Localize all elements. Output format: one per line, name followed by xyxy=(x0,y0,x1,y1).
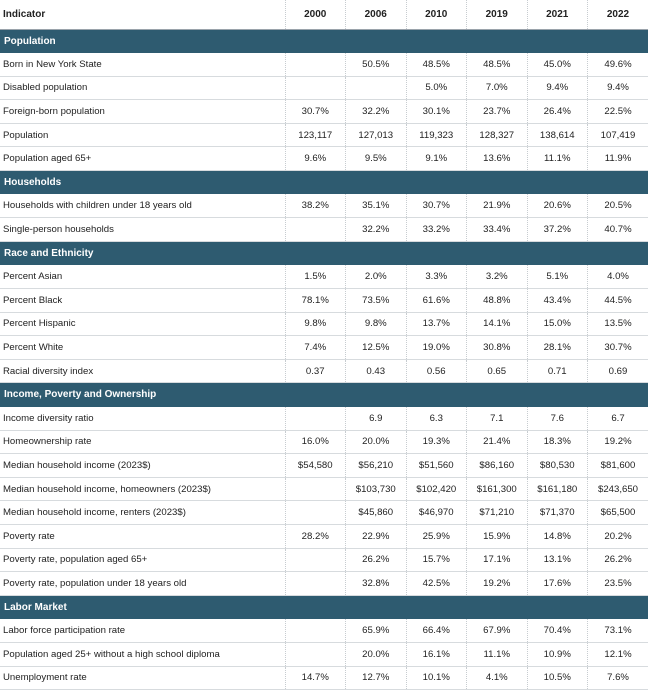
row-label: Poverty rate, population under 18 years old xyxy=(0,572,285,596)
table-cell: 12.7% xyxy=(346,666,407,690)
table-cell: 7.4% xyxy=(285,336,346,360)
table-row xyxy=(0,666,648,690)
table-row xyxy=(0,524,648,548)
table-cell: 19.2% xyxy=(588,430,648,454)
table-cell: 32.2% xyxy=(346,218,407,242)
table-cell: 30.7% xyxy=(285,100,346,124)
table-cell: 7.0% xyxy=(467,76,528,100)
table-cell: 0.37 xyxy=(285,359,346,383)
table-cell: 30.1% xyxy=(406,100,467,124)
row-label: Percent White xyxy=(0,336,285,360)
table-cell: $45,860 xyxy=(346,501,407,525)
table-cell: 13.5% xyxy=(588,312,648,336)
table-cell: 4.1% xyxy=(467,666,528,690)
table-row xyxy=(0,265,648,289)
table-cell: 13.1% xyxy=(527,548,588,572)
table-cell: 26.4% xyxy=(527,100,588,124)
row-label: Unemployment rate xyxy=(0,666,285,690)
table-cell: 28.2% xyxy=(285,524,346,548)
table-cell: 9.8% xyxy=(285,312,346,336)
table-cell: 48.5% xyxy=(406,53,467,77)
table-cell: 6.3 xyxy=(406,407,467,431)
row-label: Percent Asian xyxy=(0,265,285,289)
row-label: Homeownership rate xyxy=(0,430,285,454)
table-cell: 19.0% xyxy=(406,336,467,360)
table-cell: 128,327 xyxy=(467,123,528,147)
table-cell: 65.9% xyxy=(346,619,407,643)
table-row xyxy=(0,289,648,313)
section-title: Population xyxy=(0,29,648,53)
table-cell: 78.1% xyxy=(285,289,346,313)
table-cell: 67.9% xyxy=(467,619,528,643)
table-cell: 119,323 xyxy=(406,123,467,147)
table-cell xyxy=(285,642,346,666)
table-cell: 9.1% xyxy=(406,147,467,171)
table-cell: 11.1% xyxy=(467,642,528,666)
column-header-year[interactable]: 2006 xyxy=(346,0,407,29)
table-cell xyxy=(285,501,346,525)
row-label: Income diversity ratio xyxy=(0,407,285,431)
table-cell: 23.5% xyxy=(588,572,648,596)
row-label: Population aged 65+ xyxy=(0,147,285,171)
table-cell: 32.8% xyxy=(346,572,407,596)
table-cell: 5.1% xyxy=(527,265,588,289)
table-cell: 20.2% xyxy=(588,524,648,548)
table-cell: 13.6% xyxy=(467,147,528,171)
table-row xyxy=(0,336,648,360)
table-cell: 1.5% xyxy=(285,265,346,289)
row-label: Households with children under 18 years old xyxy=(0,194,285,218)
table-cell: 11.9% xyxy=(588,147,648,171)
table-cell: 23.7% xyxy=(467,100,528,124)
column-header-year[interactable]: 2019 xyxy=(467,0,528,29)
table-row xyxy=(0,501,648,525)
table-cell: 6.7 xyxy=(588,407,648,431)
table-cell: 50.5% xyxy=(346,53,407,77)
section-title: Labor Market xyxy=(0,595,648,619)
section-header-row xyxy=(0,171,648,195)
table-cell: 3.2% xyxy=(467,265,528,289)
table-cell xyxy=(285,407,346,431)
table-cell: 48.5% xyxy=(467,53,528,77)
table-cell: 40.7% xyxy=(588,218,648,242)
section-title: Income, Poverty and Ownership xyxy=(0,383,648,407)
table-cell: $65,500 xyxy=(588,501,648,525)
table-cell: 12.5% xyxy=(346,336,407,360)
table-cell xyxy=(346,76,407,100)
table-row xyxy=(0,407,648,431)
table-cell: 9.4% xyxy=(527,76,588,100)
table-cell: 38.2% xyxy=(285,194,346,218)
table-row xyxy=(0,572,648,596)
table-cell: 16.1% xyxy=(406,642,467,666)
table-cell xyxy=(285,53,346,77)
table-cell: 73.1% xyxy=(588,619,648,643)
table-cell: 37.2% xyxy=(527,218,588,242)
table-cell: 7.6% xyxy=(588,666,648,690)
row-label: Population aged 25+ without a high school diploma xyxy=(0,642,285,666)
table-cell xyxy=(285,548,346,572)
table-cell: 30.7% xyxy=(406,194,467,218)
table-cell: 16.0% xyxy=(285,430,346,454)
table-cell: 19.2% xyxy=(467,572,528,596)
table-cell: 20.0% xyxy=(346,430,407,454)
table-cell: 45.0% xyxy=(527,53,588,77)
table-cell: 48.8% xyxy=(467,289,528,313)
table-row xyxy=(0,194,648,218)
table-cell: 138,614 xyxy=(527,123,588,147)
row-label: Racial diversity index xyxy=(0,359,285,383)
table-row xyxy=(0,218,648,242)
table-cell: 19.3% xyxy=(406,430,467,454)
table-cell: 4.0% xyxy=(588,265,648,289)
table-cell: 44.5% xyxy=(588,289,648,313)
row-label: Single-person households xyxy=(0,218,285,242)
table-cell: 17.1% xyxy=(467,548,528,572)
table-cell: 42.5% xyxy=(406,572,467,596)
table-cell xyxy=(285,619,346,643)
table-cell: 14.7% xyxy=(285,666,346,690)
table-cell: 70.4% xyxy=(527,619,588,643)
table-cell: $51,560 xyxy=(406,454,467,478)
table-cell: 13.7% xyxy=(406,312,467,336)
table-cell xyxy=(285,572,346,596)
table-cell: 11.1% xyxy=(527,147,588,171)
column-header-year[interactable]: 2021 xyxy=(527,0,588,29)
section-header-row xyxy=(0,383,648,407)
table-cell: 25.9% xyxy=(406,524,467,548)
table-cell: $54,580 xyxy=(285,454,346,478)
table-row xyxy=(0,454,648,478)
table-cell: 9.8% xyxy=(346,312,407,336)
table-cell: 73.5% xyxy=(346,289,407,313)
table-cell: 26.2% xyxy=(346,548,407,572)
table-cell: 12.1% xyxy=(588,642,648,666)
row-label: Foreign-born population xyxy=(0,100,285,124)
table-cell: $161,300 xyxy=(467,477,528,501)
table-cell: 28.1% xyxy=(527,336,588,360)
table-row xyxy=(0,123,648,147)
table-cell: 30.7% xyxy=(588,336,648,360)
header-row xyxy=(0,0,648,29)
table-cell: 7.1 xyxy=(467,407,528,431)
table-cell: $86,160 xyxy=(467,454,528,478)
table-cell: 9.6% xyxy=(285,147,346,171)
table-cell: $243,650 xyxy=(588,477,648,501)
row-label: Median household income, renters (2023$) xyxy=(0,501,285,525)
table-cell: $161,180 xyxy=(527,477,588,501)
table-cell: 0.43 xyxy=(346,359,407,383)
section-header-row xyxy=(0,595,648,619)
table-cell: 0.56 xyxy=(406,359,467,383)
row-label: Median household income, homeowners (2023$) xyxy=(0,477,285,501)
table-cell: 32.2% xyxy=(346,100,407,124)
table-cell: 20.5% xyxy=(588,194,648,218)
table-cell: $81,600 xyxy=(588,454,648,478)
table-cell: 49.6% xyxy=(588,53,648,77)
table-row xyxy=(0,53,648,77)
table-cell: 33.2% xyxy=(406,218,467,242)
table-cell: 123,117 xyxy=(285,123,346,147)
table-row xyxy=(0,147,648,171)
table-row xyxy=(0,359,648,383)
table-cell: 33.4% xyxy=(467,218,528,242)
table-cell: 7.6 xyxy=(527,407,588,431)
table-cell: 21.4% xyxy=(467,430,528,454)
table-cell: 61.6% xyxy=(406,289,467,313)
table-cell: $56,210 xyxy=(346,454,407,478)
table-body xyxy=(0,29,648,690)
table-row xyxy=(0,477,648,501)
table-cell: 2.0% xyxy=(346,265,407,289)
row-label: Median household income (2023$) xyxy=(0,454,285,478)
table-row xyxy=(0,76,648,100)
table-cell: $71,370 xyxy=(527,501,588,525)
table-cell: 9.4% xyxy=(588,76,648,100)
table-cell: 5.0% xyxy=(406,76,467,100)
table-cell: 3.3% xyxy=(406,265,467,289)
row-label: Disabled population xyxy=(0,76,285,100)
table-cell: 35.1% xyxy=(346,194,407,218)
table-cell: $46,970 xyxy=(406,501,467,525)
table-cell: $102,420 xyxy=(406,477,467,501)
row-label: Labor force participation rate xyxy=(0,619,285,643)
table-cell: 127,013 xyxy=(346,123,407,147)
table-cell: 43.4% xyxy=(527,289,588,313)
table-row xyxy=(0,312,648,336)
table-cell xyxy=(285,218,346,242)
row-label: Born in New York State xyxy=(0,53,285,77)
row-label: Percent Black xyxy=(0,289,285,313)
table-cell: 17.6% xyxy=(527,572,588,596)
section-header-row xyxy=(0,241,648,265)
column-header-indicator[interactable]: Indicator xyxy=(0,0,285,29)
table-cell: 66.4% xyxy=(406,619,467,643)
table-cell: 6.9 xyxy=(346,407,407,431)
table-cell xyxy=(285,477,346,501)
table-cell: 15.0% xyxy=(527,312,588,336)
table-cell: 9.5% xyxy=(346,147,407,171)
table-row xyxy=(0,100,648,124)
table-cell: 18.3% xyxy=(527,430,588,454)
table-cell: 30.8% xyxy=(467,336,528,360)
table-cell: 14.1% xyxy=(467,312,528,336)
table-cell: 20.6% xyxy=(527,194,588,218)
table-cell: 15.7% xyxy=(406,548,467,572)
table-cell: 10.1% xyxy=(406,666,467,690)
row-label: Population xyxy=(0,123,285,147)
table-cell: 22.9% xyxy=(346,524,407,548)
column-header-year[interactable]: 2010 xyxy=(406,0,467,29)
table-cell: 22.5% xyxy=(588,100,648,124)
row-label: Poverty rate, population aged 65+ xyxy=(0,548,285,572)
table-row xyxy=(0,642,648,666)
table-cell: 20.0% xyxy=(346,642,407,666)
table-cell: 0.69 xyxy=(588,359,648,383)
column-header-year[interactable]: 2000 xyxy=(285,0,346,29)
table-cell: 21.9% xyxy=(467,194,528,218)
table-cell: 0.65 xyxy=(467,359,528,383)
table-cell: 14.8% xyxy=(527,524,588,548)
table-cell: $103,730 xyxy=(346,477,407,501)
table-cell: 10.5% xyxy=(527,666,588,690)
section-title: Race and Ethnicity xyxy=(0,241,648,265)
table-cell: 15.9% xyxy=(467,524,528,548)
table-row xyxy=(0,430,648,454)
table-row xyxy=(0,548,648,572)
row-label: Poverty rate xyxy=(0,524,285,548)
table-row xyxy=(0,619,648,643)
section-title: Households xyxy=(0,171,648,195)
table-cell: 107,419 xyxy=(588,123,648,147)
column-header-year[interactable]: 2022 xyxy=(588,0,648,29)
table-cell: $71,210 xyxy=(467,501,528,525)
section-header-row xyxy=(0,29,648,53)
table-cell xyxy=(285,76,346,100)
table-cell: 10.9% xyxy=(527,642,588,666)
table-cell: 0.71 xyxy=(527,359,588,383)
row-label: Percent Hispanic xyxy=(0,312,285,336)
table-cell: $80,530 xyxy=(527,454,588,478)
table-cell: 26.2% xyxy=(588,548,648,572)
